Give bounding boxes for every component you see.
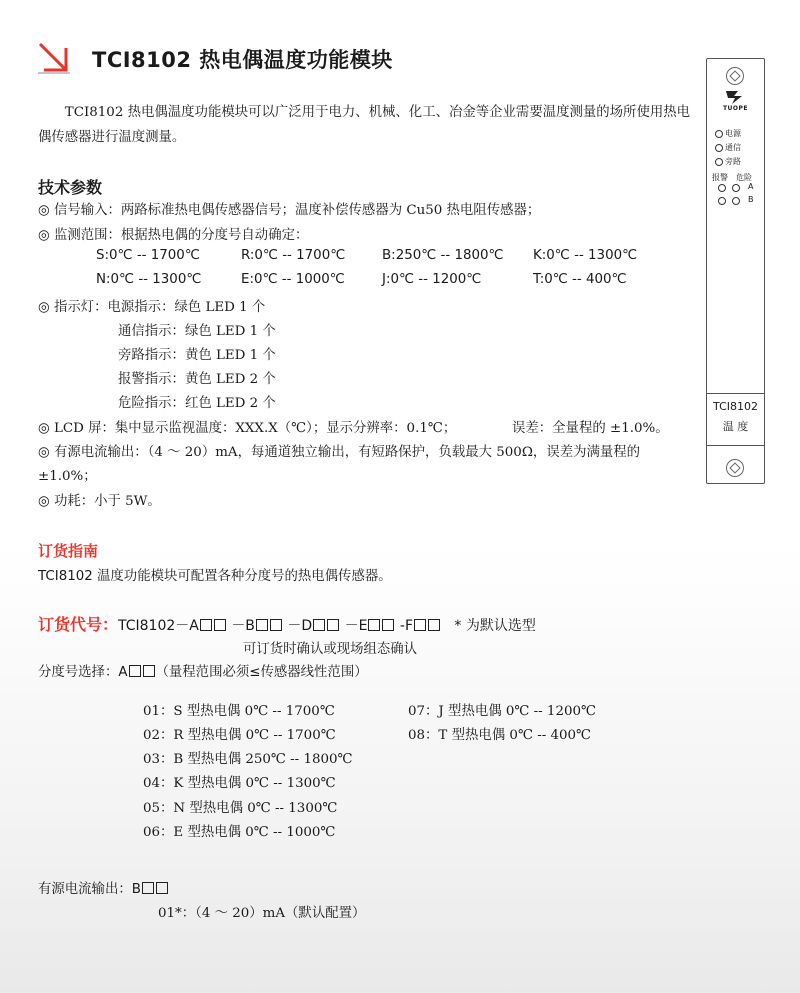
spec-output-line2: ±1.0%； — [38, 469, 97, 484]
range-s: S:0℃ -- 1700℃ — [96, 248, 200, 263]
spec-range-label: ◎ 监测范围：根据热电偶的分度号自动确定： — [38, 228, 309, 243]
code-box — [129, 665, 141, 677]
confirm-note: 可订货时确认或现场组态确认 — [243, 642, 418, 657]
code-box — [200, 619, 212, 631]
division-02: 02：R 型热电偶 0℃ -- 1700℃ — [143, 728, 336, 743]
order-code-part-b: －B — [231, 618, 255, 634]
intro-text: TCI8102 热电偶温度功能模块可以广泛用于电力、机械、化工、冶金等企业需要温度测量的场所使用热电偶传感器进行温度测量。 — [38, 105, 691, 145]
code-box — [143, 665, 155, 677]
brand-name: TUOPE — [722, 105, 749, 112]
spec-lcd: ◎ LCD 屏：集中显示监视温度：XXX.X（℃）；显示分辨率：0.1℃； — [38, 421, 457, 436]
range-r: R:0℃ -- 1700℃ — [241, 248, 346, 263]
panel-divider — [707, 445, 764, 446]
range-b: B:250℃ -- 1800℃ — [382, 248, 504, 263]
division-note: （量程范围必须≤传感器线性范围） — [155, 665, 368, 680]
code-box — [270, 619, 282, 631]
indicator-bypass: 旁路指示：黄色 LED 1 个 — [118, 348, 276, 363]
arrow-logo-icon — [36, 40, 72, 76]
range-e: E:0℃ -- 1000℃ — [241, 272, 345, 287]
indicator-danger: 危险指示：红色 LED 2 个 — [118, 396, 276, 411]
division-04: 04：K 型热电偶 0℃ -- 1300℃ — [143, 776, 336, 791]
spec-indicator-label: ◎ 指示灯：电源指示：绿色 LED 1 个 — [38, 300, 266, 315]
division-05: 05：N 型热电偶 0℃ -- 1300℃ — [143, 801, 338, 816]
range-t: T:0℃ -- 400℃ — [533, 272, 627, 287]
spec-output-line1: ◎ 有源电流输出：（4 ～ 20）mA，每通道独立输出，有短路保护，负载最大 500Ω，误差为满量程的 — [38, 445, 641, 460]
division-07: 07：J 型热电偶 0℃ -- 1200℃ — [408, 704, 596, 719]
channel-a-label: A — [748, 182, 754, 191]
device-panel — [706, 58, 765, 484]
order-code-part-d: －D — [287, 618, 313, 634]
order-code-part-a: TCI8102－A — [118, 618, 199, 634]
led-power — [715, 130, 723, 138]
led-power-label: 电源 — [725, 129, 741, 138]
spec-signal-input: ◎ 信号输入：两路标准热电偶传感器信号；温度补偿传感器为 Cu50 热电阻传感器； — [38, 203, 541, 218]
led-bypass — [715, 158, 723, 166]
screw-icon — [726, 67, 744, 85]
led-bypass-label: 旁路 — [725, 157, 741, 166]
led-alarm-b — [718, 197, 726, 205]
channel-b-label: B — [748, 195, 754, 204]
panel-type: 温 度 — [722, 420, 749, 433]
order-guide-heading: 订货指南 — [38, 542, 99, 560]
division-03: 03：B 型热电偶 250℃ -- 1800℃ — [143, 752, 353, 767]
order-code-part-f: -F — [399, 618, 414, 634]
output-label: 有源电流输出：B — [38, 882, 141, 897]
specs-heading: 技术参数 — [38, 178, 103, 197]
code-box — [428, 619, 440, 631]
code-box — [142, 882, 154, 894]
order-code-part-e: －E — [344, 618, 368, 634]
order-code-row — [38, 612, 536, 635]
led-danger-b — [732, 197, 740, 205]
output-row — [38, 878, 169, 897]
division-08: 08：T 型热电偶 0℃ -- 400℃ — [408, 728, 592, 743]
panel-divider — [707, 393, 764, 394]
code-box — [368, 619, 380, 631]
indicator-comm: 通信指示：绿色 LED 1 个 — [118, 324, 276, 339]
code-box — [382, 619, 394, 631]
range-n: N:0℃ -- 1300℃ — [96, 272, 202, 287]
code-box — [156, 882, 168, 894]
output-option-01: 01*：（4 ～ 20）mA（默认配置） — [158, 906, 366, 921]
range-k: K:0℃ -- 1300℃ — [533, 248, 638, 263]
intro-paragraph — [38, 100, 698, 150]
code-box — [414, 619, 426, 631]
led-comm — [715, 144, 723, 152]
alarm-label: 报警 — [712, 173, 728, 182]
division-label: 分度号选择：A — [38, 665, 128, 680]
led-danger-a — [732, 184, 740, 192]
default-note: * 为默认选型 — [454, 618, 536, 634]
brand-logo-icon — [724, 88, 746, 106]
division-row — [38, 661, 368, 680]
panel-model: TCI8102 — [713, 400, 758, 413]
order-guide-desc: TCI8102 温度功能模块可配置各种分度号的热电偶传感器。 — [38, 569, 392, 584]
screw-icon — [726, 459, 744, 477]
code-box — [256, 619, 268, 631]
page-title: TCI8102 热电偶温度功能模块 — [92, 48, 393, 72]
danger-label: 危险 — [736, 173, 752, 182]
range-j: J:0℃ -- 1200℃ — [382, 272, 482, 287]
led-comm-label: 通信 — [725, 143, 741, 152]
indicator-alarm: 报警指示：黄色 LED 2 个 — [118, 372, 276, 387]
code-box — [327, 619, 339, 631]
led-alarm-a — [718, 184, 726, 192]
code-box — [214, 619, 226, 631]
code-box — [313, 619, 325, 631]
spec-lcd-error: 误差：全量程的 ±1.0%。 — [512, 421, 669, 436]
division-01: 01：S 型热电偶 0℃ -- 1700℃ — [143, 704, 335, 719]
spec-power: ◎ 功耗：小于 5W。 — [38, 494, 161, 509]
order-code-label: 订货代号： — [38, 615, 119, 634]
division-06: 06：E 型热电偶 0℃ -- 1000℃ — [143, 825, 336, 840]
